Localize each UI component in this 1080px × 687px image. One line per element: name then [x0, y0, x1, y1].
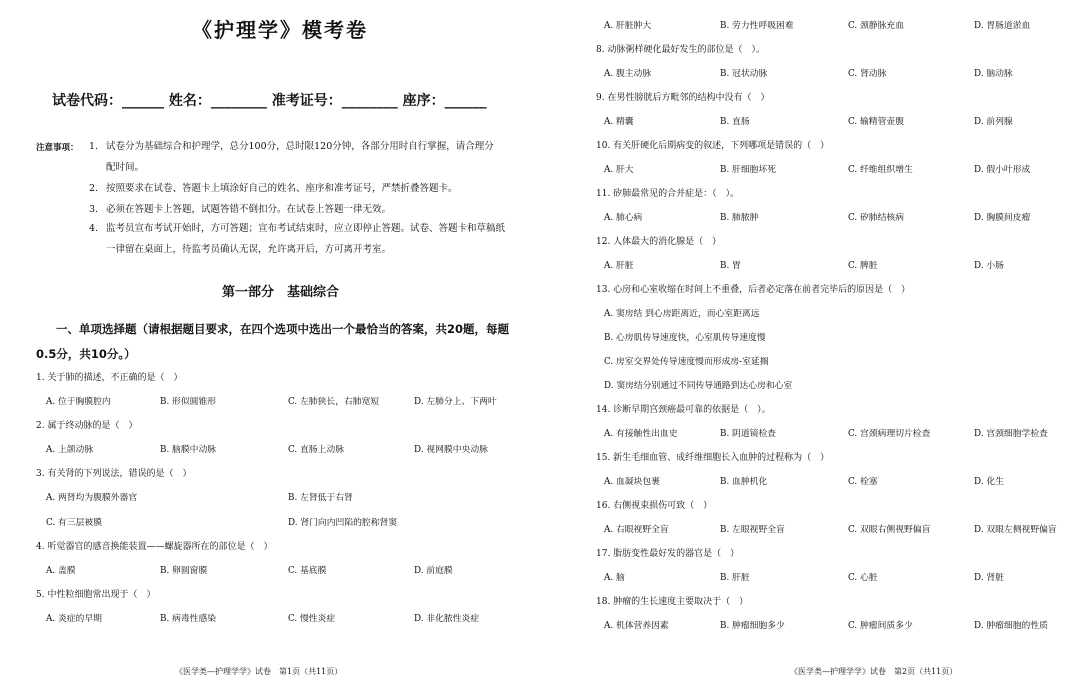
note-4-line-2: 一律留在桌面上，待监考员确认无误，允许离开后，方可离开考室。: [106, 244, 392, 255]
question-8-stem: 8. 动脉粥样硬化最好发生的部位是（ ）。: [596, 45, 765, 55]
note-1-number: 1.: [89, 141, 99, 152]
q9-option-d: D. 前列腺: [974, 117, 1013, 127]
q10-option-b: B. 肝细胞坏死: [720, 165, 777, 175]
q14-option-c: C. 宫颈病理切片检查: [848, 429, 931, 439]
q13-option-c: C. 房室交界处传导速度慢而形成房-室延搁: [604, 357, 769, 367]
page-1-footer: 《医学类—护理学学》试卷 第1页（共11页）: [175, 667, 343, 676]
q11-option-a: A. 肺心病: [604, 213, 643, 223]
q14-option-a: A. 有接触性出血史: [604, 429, 678, 439]
question-18-stem: 18. 肿瘤的生长速度主要取决于（ ）: [596, 597, 749, 607]
note-3-line-1: 必须在答题卡上答题，试题答错不倒扣分。在试卷上答题一律无效。: [106, 204, 392, 215]
q11-option-c: C. 矽肺结核病: [848, 213, 904, 223]
q12-option-d: D. 小肠: [974, 261, 1004, 271]
note-1-line-2: 配时间。: [106, 162, 145, 173]
q3-option-a: A. 两肾均为腹膜外器官: [46, 493, 138, 503]
q3-option-b: B. 左肾低于右肾: [288, 493, 353, 503]
q5-option-b: B. 病毒性感染: [160, 614, 217, 624]
section-instruction-line-2: 0.5分，共10分。）: [36, 347, 136, 361]
question-10-stem: 10. 有关肝硬化后期病变的叙述，下列哪项是错误的（ ）: [596, 141, 830, 151]
question-9-stem: 9. 在男性膀胱后方毗邻的结构中没有（ ）: [596, 93, 770, 103]
q4-option-a: A. 盖膜: [46, 566, 76, 576]
q16-option-c: C. 双眼右侧视野偏盲: [848, 525, 931, 535]
note-3-number: 3.: [89, 204, 99, 215]
q18-option-b: B. 肿瘤细胞多少: [720, 621, 785, 631]
note-2-line-1: 按照要求在试卷、答题卡上填涂好自己的姓名、座序和准考证号，严禁折叠答题卡。: [106, 183, 458, 194]
part-title: 第一部分 基础综合: [222, 285, 340, 300]
note-2-number: 2.: [89, 183, 99, 194]
q2-option-a: A. 上颌动脉: [46, 445, 94, 455]
q15-option-b: B. 血肿机化: [720, 477, 768, 487]
q14-option-b: B. 阴道镜检查: [720, 429, 777, 439]
q13-option-b: B. 心房肌传导速度快，心室肌传导速度慢: [604, 333, 766, 343]
exam-page-2: [540, 0, 1080, 687]
note-4-line-1: 监考员宣布考试开始时，方可答题；宣布考试结束时，应立即停止答题。试卷、答题卡和草稿纸: [106, 223, 506, 234]
q16-option-d: D. 双眼左侧视野偏盲: [974, 525, 1057, 535]
question-15-stem: 15. 新生毛细血管、成纤维细胞长入血肿的过程称为（ ）: [596, 453, 830, 463]
q5-option-a: A. 炎症的早期: [46, 614, 102, 624]
q5-option-d: D. 非化脓性炎症: [414, 614, 480, 624]
q9-option-b: B. 直肠: [720, 117, 750, 127]
question-12-stem: 12. 人体最大的消化腺是（ ）: [596, 237, 722, 247]
section-instruction-line-1: 一、单项选择题（请根据题目要求，在四个选项中选出一个最恰当的答案，共20题，每题: [56, 322, 509, 336]
candidate-info-line: 试卷代码：______ 姓名：________ 准考证号：________ 座序：______: [52, 93, 487, 109]
q11-option-b: B. 肺脓肿: [720, 213, 759, 223]
q8-option-a: A. 腹主动脉: [604, 69, 652, 79]
q4-option-d: D. 前庭膜: [414, 566, 453, 576]
q5-option-c: C. 慢性炎症: [288, 614, 336, 624]
q10-option-a: A. 肝大: [604, 165, 634, 175]
q18-option-a: A. 机体营养因素: [604, 621, 669, 631]
q8-option-d: D. 脑动脉: [974, 69, 1013, 79]
q17-option-b: B. 肝脏: [720, 573, 750, 583]
question-2-stem: 2. 属于终动脉的是（ ）: [36, 421, 138, 431]
q11-option-d: D. 胸膜间皮瘤: [974, 213, 1031, 223]
q7-option-c: C. 颈静脉充血: [848, 21, 904, 31]
question-13-stem: 13. 心房和心室收缩在时间上不重叠，后者必定落在前者完毕后的原因是（ ）: [596, 285, 911, 295]
q7-option-a: A. 肝脏肿大: [604, 21, 652, 31]
q16-option-a: A. 右眼视野全盲: [604, 525, 669, 535]
q10-option-c: C. 纤维组织增生: [848, 165, 913, 175]
q3-option-d: D. 肾门向内凹陷的腔称肾窦: [288, 518, 398, 528]
q8-option-b: B. 冠状动脉: [720, 69, 768, 79]
q18-option-c: C. 肿瘤间质多少: [848, 621, 913, 631]
q17-option-c: C. 心脏: [848, 573, 878, 583]
q12-option-c: C. 脾脏: [848, 261, 878, 271]
question-1-stem: 1. 关于肺的描述，不正确的是（ ）: [36, 373, 183, 383]
q15-option-a: A. 血凝块包裹: [604, 477, 660, 487]
q15-option-c: C. 栓塞: [848, 477, 878, 487]
question-16-stem: 16. 右侧视束损伤可致（ ）: [596, 501, 713, 511]
q3-option-c: C. 有三层被膜: [46, 518, 102, 528]
q2-option-b: B. 脑膜中动脉: [160, 445, 217, 455]
q2-option-c: C. 直肠上动脉: [288, 445, 344, 455]
q1-option-c: C. 左肺狭长，右肺宽短: [288, 397, 380, 407]
q1-option-a: A. 位于胸膜腔内: [46, 397, 111, 407]
q12-option-a: A. 肝脏: [604, 261, 634, 271]
q10-option-d: D. 假小叶形成: [974, 165, 1031, 175]
q1-option-d: D. 左肺分上、下两叶: [414, 397, 497, 407]
q7-option-d: D. 胃肠道淤血: [974, 21, 1031, 31]
q1-option-b: B. 形似圆锥形: [160, 397, 217, 407]
q4-option-b: B. 卵圆窗膜: [160, 566, 208, 576]
question-17-stem: 17. 脂肪变性最好发的器官是（ ）: [596, 549, 740, 559]
q9-option-a: A. 精囊: [604, 117, 634, 127]
q17-option-a: A. 脑: [604, 573, 625, 583]
q13-option-d: D. 窦房结分别通过不同传导通路到达心房和心室: [604, 381, 793, 391]
q9-option-c: C. 输精管壶腹: [848, 117, 904, 127]
q16-option-b: B. 左眼视野全盲: [720, 525, 785, 535]
q2-option-d: D. 视网膜中央动脉: [414, 445, 488, 455]
question-5-stem: 5. 中性粒细胞常出现于（ ）: [36, 590, 156, 600]
q14-option-d: D. 宫颈细胞学检查: [974, 429, 1048, 439]
notes-label: 注意事项：: [36, 143, 79, 153]
question-14-stem: 14. 诊断早期宫颈癌最可靠的依据是（ ）。: [596, 405, 771, 415]
page-2-footer: 《医学类—护理学学》试卷 第2页（共11页）: [790, 667, 958, 676]
q12-option-b: B. 胃: [720, 261, 741, 271]
note-1-line-1: 试卷分为基础综合和护理学，总分100分，总时限120分钟，各部分用时自行掌握，请合理分: [106, 141, 494, 152]
question-4-stem: 4. 听觉器官的感音换能装置——螺旋器所在的部位是（ ）: [36, 542, 273, 552]
q18-option-d: D. 肿瘤细胞的性质: [974, 621, 1048, 631]
exam-title: 《护理学》模考卷: [192, 18, 368, 42]
q4-option-c: C. 基底膜: [288, 566, 327, 576]
q15-option-d: D. 化生: [974, 477, 1004, 487]
q8-option-c: C. 肾动脉: [848, 69, 887, 79]
q7-option-b: B. 劳力性呼吸困难: [720, 21, 794, 31]
note-4-number: 4.: [89, 223, 99, 234]
question-11-stem: 11. 矽肺最常见的合并症是：（ ）。: [596, 189, 740, 199]
q13-option-a: A. 窦房结 到心房距离近，而心室距离远: [604, 309, 760, 319]
q17-option-d: D. 肾脏: [974, 573, 1004, 583]
question-3-stem: 3. 有关肾的下列说法，错误的是（ ）: [36, 469, 192, 479]
